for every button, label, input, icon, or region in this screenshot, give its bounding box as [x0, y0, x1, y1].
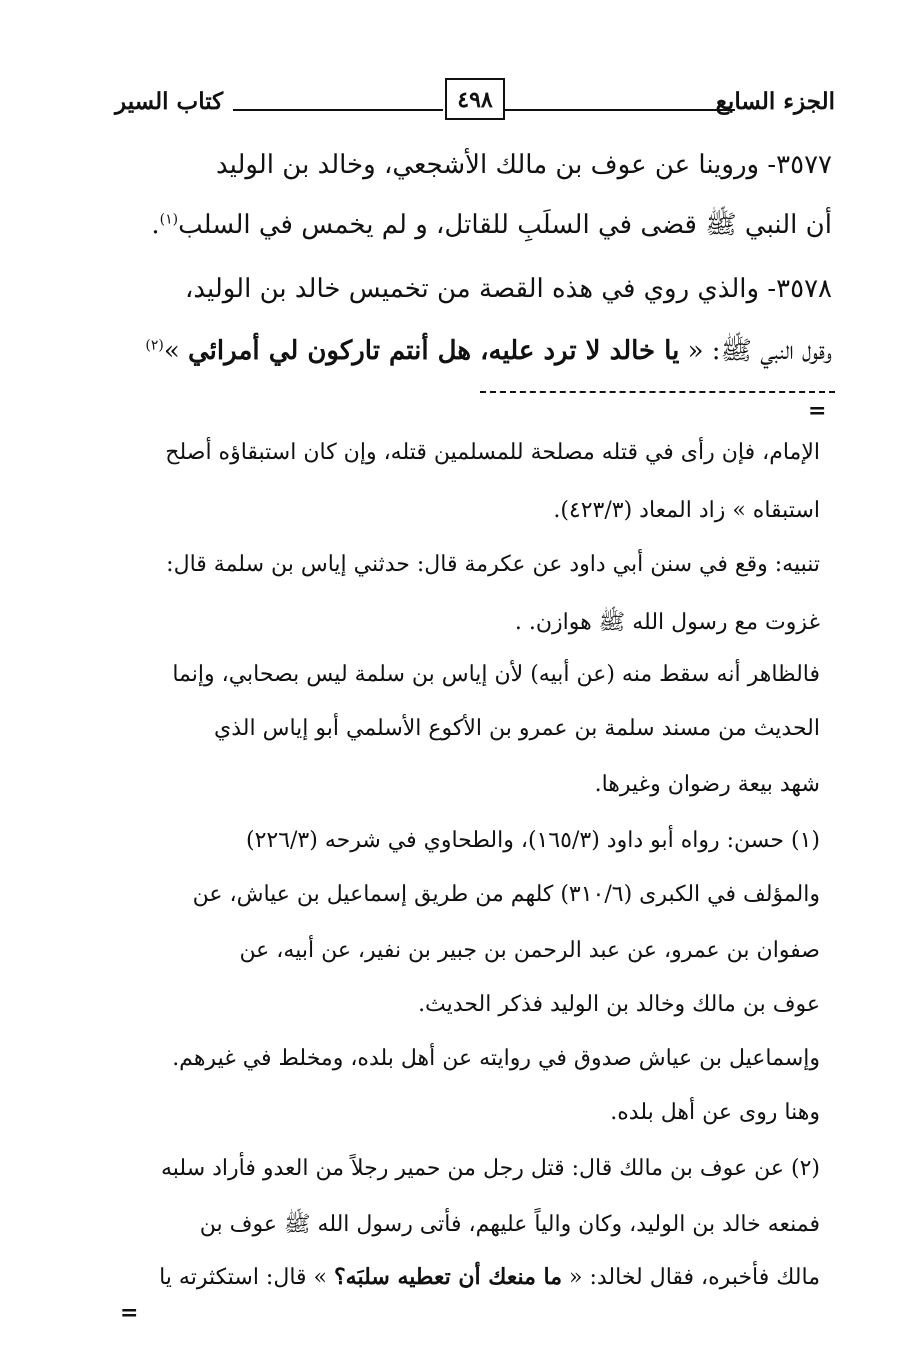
main-line-2-end: .	[151, 210, 160, 240]
header-rule-left	[233, 109, 443, 111]
main-line-2-text: أن النبي ﷺ قضى في السلَبِ للقاتل، و لم يخمس في السلب	[178, 210, 832, 240]
footnotes	[110, 440, 820, 1320]
running-header	[115, 78, 835, 130]
note-line-14: (٢) عن عوف بن مالك قال: قتل رجل من حمير رجلاً من العدو فأراد سلبه	[160, 1156, 820, 1181]
page-number: ٤٩٨	[445, 78, 505, 120]
hadith-quote-2: ما منعك أن تعطيه سلبَه؟	[334, 1264, 563, 1290]
footnote-ref-2: (٢)	[145, 337, 164, 354]
note-line-9: والمؤلف في الكبرى (٣١٠/٦) كلهم من طريق إسماعيل بن عياش، عن	[192, 882, 820, 907]
main-line-4	[145, 334, 832, 372]
note-line-11: عوف بن مالك وخالد بن الوليد فذكر الحديث.	[418, 992, 820, 1017]
main-line-3: ٣٥٧٨- والذي روي في هذه القصة من تخميس خالد بن الوليد،	[184, 274, 832, 304]
note-line-13: وهنا روى عن أهل بلده.	[610, 1100, 820, 1125]
note-line-15: فمنعه خالد بن الوليد، وكان والياً عليهم، فأتى رسول الله ﷺ عوف بن	[199, 1212, 820, 1237]
note-line-3: تنبيه: وقع في سنن أبي داود عن عكرمة قال: حدثني إياس بن سلمة قال:	[166, 552, 820, 577]
note-line-5: فالظاهر أنه سقط منه (عن أبيه) لأن إياس بن سلمة ليس بصحابي، وإنما	[172, 662, 820, 687]
continuation-mark-bottom: =	[120, 1300, 139, 1326]
note-line-6: الحديث من مسند سلمة بن عمرو بن الأكوع الأسلمي أبو إياس الذي	[214, 716, 820, 741]
note-line-1: الإمام، فإن رأى في قتله مصلحة للمسلمين قتله، وإن كان استبقاؤه أصلح	[165, 440, 820, 465]
note-line-16	[159, 1264, 820, 1290]
note-line-16-text: مالك فأخبره، فقال لخالد: «	[562, 1265, 820, 1290]
note-line-12: وإسماعيل بن عياش صدوق في روايته عن أهل بلده، ومخلط في غيرهم.	[172, 1046, 820, 1071]
header-rule-right	[503, 109, 735, 111]
note-line-2: استبقاه » زاد المعاد (٤٢٣/٣).	[553, 498, 820, 523]
hadith-quote: يا خالد لا ترد عليه، هل أنتم تاركون لي أمرائي	[188, 336, 680, 366]
book-title: كتاب السير	[115, 88, 224, 115]
note-line-10: صفوان بن عمرو، عن عبد الرحمن بن جبير بن نفير، عن أبيه، عن	[239, 938, 820, 963]
main-line-2	[151, 208, 832, 246]
note-line-4: غزوت مع رسول الله ﷺ هوازن. .	[514, 610, 820, 635]
note-line-16-end: » قال: استكثرته يا	[159, 1265, 334, 1290]
note-line-8: (١) حسن: رواه أبو داود (١٦٥/٣)، والطحاوي في شرحه (٢٢٦/٣)	[245, 828, 820, 853]
main-line-4-text: وقول النبي ﷺ: «	[679, 336, 832, 366]
volume-title: الجزء السابع	[715, 88, 835, 115]
quote-close: »	[163, 336, 189, 366]
main-text	[110, 150, 832, 380]
continuation-mark-top: =	[808, 398, 827, 424]
main-line-1: ٣٥٧٧- وروينا عن عوف بن مالك الأشجعي، وخالد بن الوليد	[216, 150, 832, 180]
note-line-7: شهد بيعة رضوان وغيرها.	[594, 772, 820, 797]
footnote-separator	[480, 391, 835, 393]
footnote-ref-1: (١)	[159, 211, 179, 228]
